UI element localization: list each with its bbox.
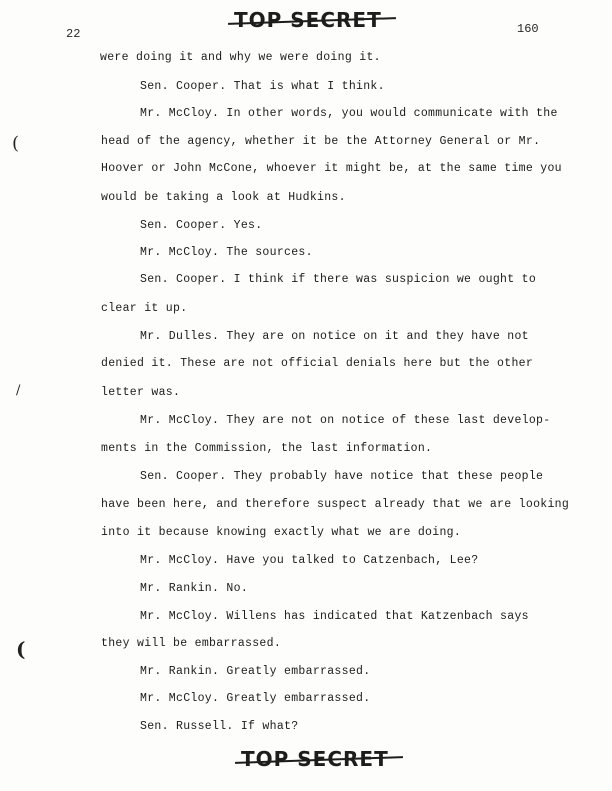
transcript-line: Mr. Rankin. Greatly embarrassed. [140, 665, 371, 678]
page-number-right: 160 [517, 22, 539, 36]
stamp-bottom-text: TOP SECRET [241, 747, 389, 771]
transcript-line: they will be embarrassed. [101, 637, 282, 650]
transcript-line: Sen. Cooper. I think if there was suspicion we ought to [140, 273, 537, 286]
transcript-line: Mr. McCloy. In other words, you would communicate with the [140, 107, 558, 120]
transcript-line: Sen. Cooper. Yes. [140, 219, 263, 232]
transcript-line: denied it. These are not official denials here but the other [101, 357, 534, 370]
transcript-line: Mr. McCloy. The sources. [140, 246, 313, 259]
transcript-line: Mr. McCloy. They are not on notice of these last develop- [140, 414, 551, 427]
margin-bracket-mark: ( [12, 133, 20, 154]
transcript-line: were doing it and why we were doing it. [100, 51, 381, 64]
margin-tick-mark: / [16, 383, 21, 398]
transcript-line: Mr. Rankin. No. [140, 582, 249, 595]
transcript-line: Sen. Cooper. They probably have notice that these people [140, 470, 544, 483]
stamp-top-text: TOP SECRET [234, 8, 382, 32]
transcript-line: Mr. McCloy. Greatly embarrassed. [140, 692, 371, 705]
top-secret-stamp-bottom [241, 747, 389, 771]
transcript-line: letter was. [101, 386, 181, 399]
margin-bracket-mark: ( [16, 637, 26, 661]
transcript-line: Mr. McCloy. Have you talked to Catzenbach, Lee? [140, 554, 479, 567]
transcript-line: would be taking a look at Hudkins. [101, 191, 346, 204]
transcript-line: into it because knowing exactly what we are doing. [101, 526, 462, 539]
page-number-left: 22 [66, 27, 81, 41]
transcript-line: Sen. Cooper. That is what I think. [140, 80, 385, 93]
transcript-line: clear it up. [101, 302, 188, 315]
transcript-line: have been here, and therefore suspect already that we are looking [101, 498, 570, 511]
transcript-line: ments in the Commission, the last information. [101, 442, 433, 455]
transcript-line: Mr. McCloy. Willens has indicated that Katzenbach says [140, 610, 529, 623]
transcript-line: head of the agency, whether it be the Attorney General or Mr. [101, 135, 541, 148]
transcript-line: Sen. Russell. If what? [140, 720, 299, 733]
transcript-line: Mr. Dulles. They are on notice on it and they have not [140, 330, 529, 343]
transcript-line: Hoover or John McCone, whoever it might be, at the same time you [101, 162, 562, 175]
